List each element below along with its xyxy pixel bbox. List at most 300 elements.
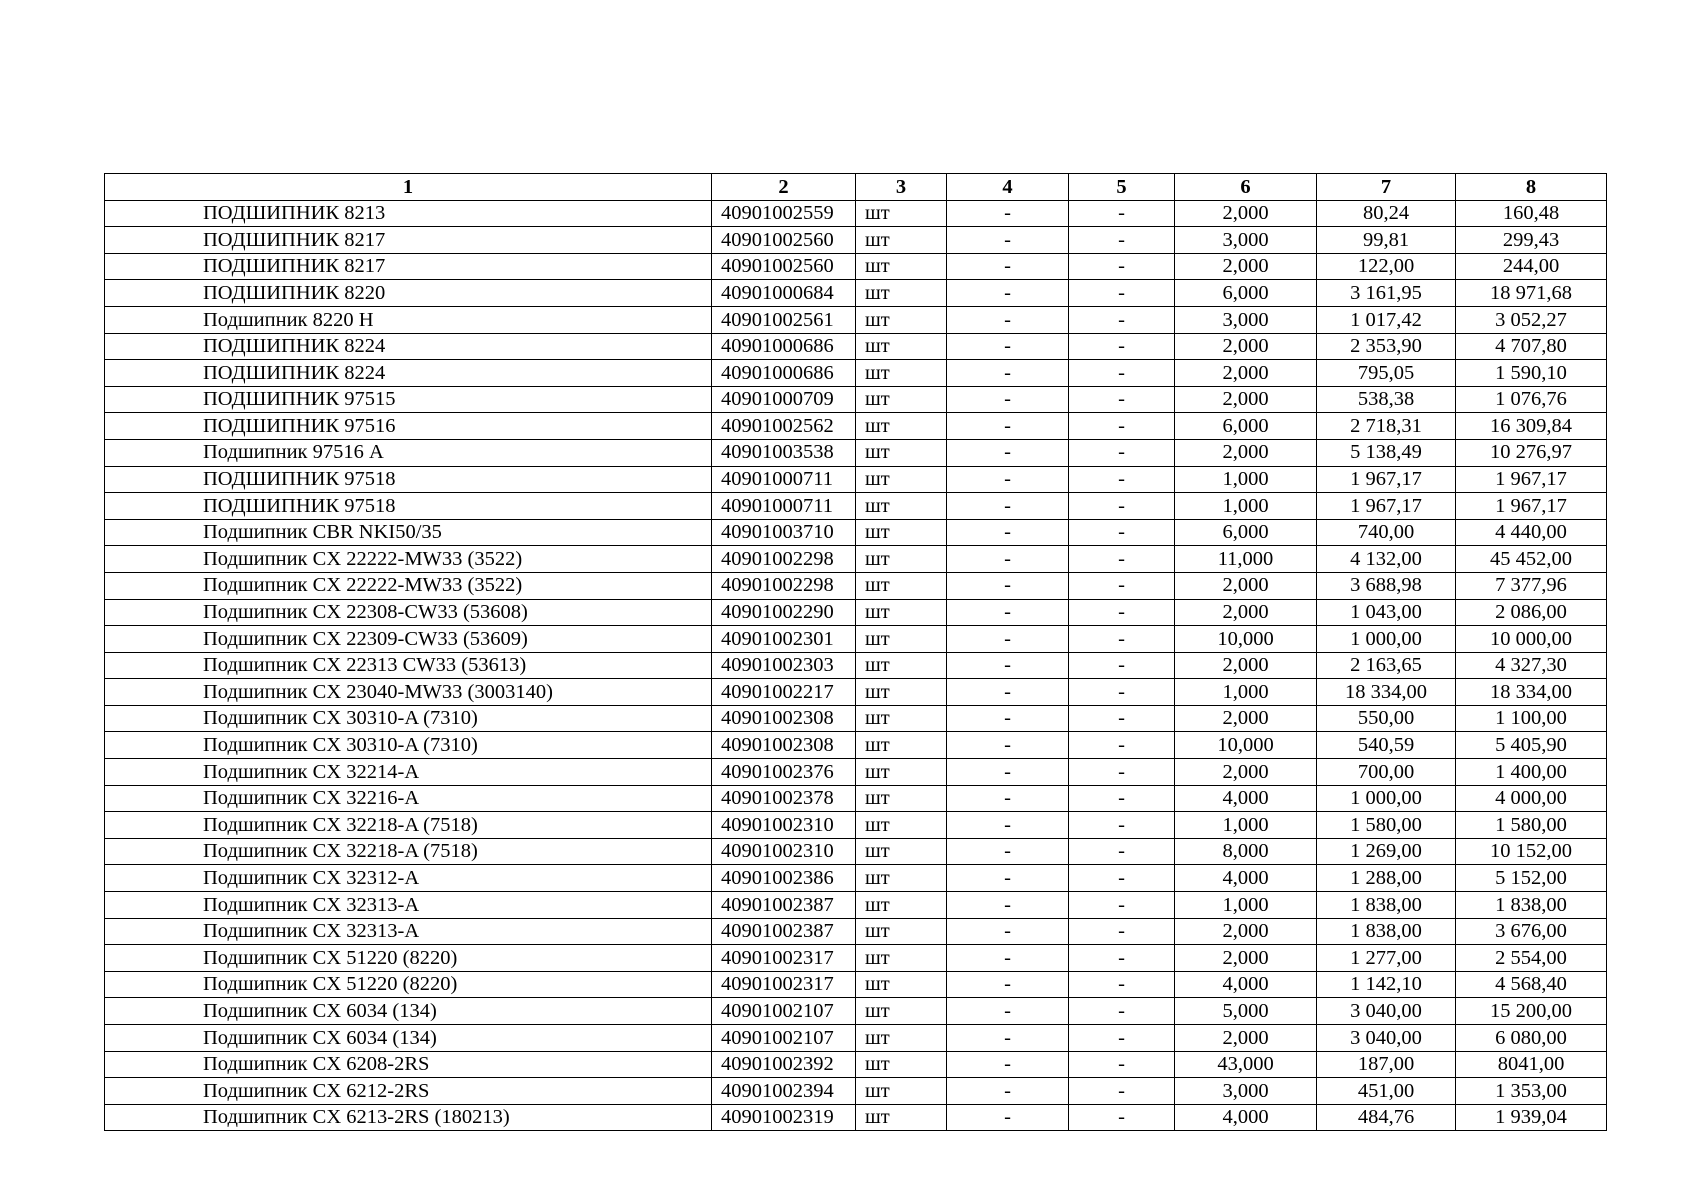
unit-cell: шт bbox=[856, 1051, 947, 1078]
quantity-cell: 4,000 bbox=[1175, 1104, 1317, 1131]
total-cell: 299,43 bbox=[1456, 227, 1607, 254]
item-code-cell: 40901002310 bbox=[712, 812, 856, 839]
total-cell: 1 400,00 bbox=[1456, 759, 1607, 786]
table-row bbox=[105, 785, 1607, 812]
item-name-cell: Подшипник CX 32214-A bbox=[105, 759, 712, 786]
quantity-cell: 11,000 bbox=[1175, 546, 1317, 573]
col4-cell: - bbox=[947, 705, 1069, 732]
col4-cell: - bbox=[947, 200, 1069, 227]
table-row bbox=[105, 572, 1607, 599]
total-cell: 6 080,00 bbox=[1456, 1025, 1607, 1052]
total-cell: 4 000,00 bbox=[1456, 785, 1607, 812]
quantity-cell: 4,000 bbox=[1175, 971, 1317, 998]
total-cell: 10 152,00 bbox=[1456, 838, 1607, 865]
unit-cell: шт bbox=[856, 333, 947, 360]
quantity-cell: 3,000 bbox=[1175, 1078, 1317, 1105]
header-col-6: 6 bbox=[1175, 174, 1317, 201]
price-cell: 740,00 bbox=[1317, 519, 1456, 546]
item-code-cell: 40901002303 bbox=[712, 652, 856, 679]
col4-cell: - bbox=[947, 333, 1069, 360]
unit-cell: шт bbox=[856, 732, 947, 759]
total-cell: 18 334,00 bbox=[1456, 679, 1607, 706]
col4-cell: - bbox=[947, 306, 1069, 333]
item-code-cell: 40901002217 bbox=[712, 679, 856, 706]
table-row bbox=[105, 360, 1607, 387]
item-code-cell: 40901002562 bbox=[712, 413, 856, 440]
price-cell: 1 277,00 bbox=[1317, 945, 1456, 972]
quantity-cell: 6,000 bbox=[1175, 413, 1317, 440]
total-cell: 1 590,10 bbox=[1456, 360, 1607, 387]
quantity-cell: 2,000 bbox=[1175, 652, 1317, 679]
table-row bbox=[105, 732, 1607, 759]
item-code-cell: 40901002298 bbox=[712, 572, 856, 599]
total-cell: 10 276,97 bbox=[1456, 439, 1607, 466]
quantity-cell: 1,000 bbox=[1175, 466, 1317, 493]
quantity-cell: 6,000 bbox=[1175, 280, 1317, 307]
unit-cell: шт bbox=[856, 1104, 947, 1131]
item-name-cell: Подшипник CX 30310-A (7310) bbox=[105, 732, 712, 759]
header-col-5: 5 bbox=[1069, 174, 1175, 201]
col4-cell: - bbox=[947, 493, 1069, 520]
col4-cell: - bbox=[947, 838, 1069, 865]
col5-cell: - bbox=[1069, 253, 1175, 280]
total-cell: 1 967,17 bbox=[1456, 466, 1607, 493]
item-code-cell: 40901000686 bbox=[712, 360, 856, 387]
item-code-cell: 40901000711 bbox=[712, 466, 856, 493]
quantity-cell: 6,000 bbox=[1175, 519, 1317, 546]
col4-cell: - bbox=[947, 280, 1069, 307]
header-col-3: 3 bbox=[856, 174, 947, 201]
price-cell: 451,00 bbox=[1317, 1078, 1456, 1105]
col5-cell: - bbox=[1069, 200, 1175, 227]
col5-cell: - bbox=[1069, 519, 1175, 546]
quantity-cell: 1,000 bbox=[1175, 812, 1317, 839]
unit-cell: шт bbox=[856, 413, 947, 440]
col5-cell: - bbox=[1069, 1104, 1175, 1131]
price-cell: 1 580,00 bbox=[1317, 812, 1456, 839]
table-row bbox=[105, 971, 1607, 998]
quantity-cell: 2,000 bbox=[1175, 360, 1317, 387]
item-name-cell: ПОДШИПНИК 8213 bbox=[105, 200, 712, 227]
table-row bbox=[105, 838, 1607, 865]
item-name-cell: Подшипник 8220 Н bbox=[105, 306, 712, 333]
unit-cell: шт bbox=[856, 865, 947, 892]
col5-cell: - bbox=[1069, 652, 1175, 679]
item-code-cell: 40901002378 bbox=[712, 785, 856, 812]
col4-cell: - bbox=[947, 413, 1069, 440]
col5-cell: - bbox=[1069, 705, 1175, 732]
item-code-cell: 40901002559 bbox=[712, 200, 856, 227]
col5-cell: - bbox=[1069, 1025, 1175, 1052]
item-name-cell: ПОДШИПНИК 97518 bbox=[105, 493, 712, 520]
item-name-cell: Подшипник CX 6034 (134) bbox=[105, 998, 712, 1025]
col5-cell: - bbox=[1069, 945, 1175, 972]
col5-cell: - bbox=[1069, 439, 1175, 466]
unit-cell: шт bbox=[856, 945, 947, 972]
col4-cell: - bbox=[947, 626, 1069, 653]
unit-cell: шт bbox=[856, 759, 947, 786]
unit-cell: шт bbox=[856, 439, 947, 466]
unit-cell: шт bbox=[856, 1025, 947, 1052]
total-cell: 3 052,27 bbox=[1456, 306, 1607, 333]
price-cell: 3 161,95 bbox=[1317, 280, 1456, 307]
total-cell: 16 309,84 bbox=[1456, 413, 1607, 440]
col4-cell: - bbox=[947, 785, 1069, 812]
price-cell: 1 838,00 bbox=[1317, 918, 1456, 945]
unit-cell: шт bbox=[856, 493, 947, 520]
col4-cell: - bbox=[947, 546, 1069, 573]
table-row bbox=[105, 865, 1607, 892]
unit-cell: шт bbox=[856, 360, 947, 387]
col4-cell: - bbox=[947, 732, 1069, 759]
item-name-cell: Подшипник CX 22308-CW33 (53608) bbox=[105, 599, 712, 626]
quantity-cell: 2,000 bbox=[1175, 918, 1317, 945]
price-cell: 1 142,10 bbox=[1317, 971, 1456, 998]
col4-cell: - bbox=[947, 918, 1069, 945]
quantity-cell: 2,000 bbox=[1175, 439, 1317, 466]
quantity-cell: 10,000 bbox=[1175, 732, 1317, 759]
item-name-cell: ПОДШИПНИК 8217 bbox=[105, 253, 712, 280]
col5-cell: - bbox=[1069, 679, 1175, 706]
col4-cell: - bbox=[947, 812, 1069, 839]
total-cell: 18 971,68 bbox=[1456, 280, 1607, 307]
price-cell: 1 043,00 bbox=[1317, 599, 1456, 626]
quantity-cell: 2,000 bbox=[1175, 599, 1317, 626]
table-row bbox=[105, 918, 1607, 945]
item-code-cell: 40901000684 bbox=[712, 280, 856, 307]
table-row bbox=[105, 1078, 1607, 1105]
col4-cell: - bbox=[947, 1104, 1069, 1131]
unit-cell: шт bbox=[856, 306, 947, 333]
item-code-cell: 40901003538 bbox=[712, 439, 856, 466]
item-code-cell: 40901002317 bbox=[712, 945, 856, 972]
total-cell: 244,00 bbox=[1456, 253, 1607, 280]
col5-cell: - bbox=[1069, 785, 1175, 812]
unit-cell: шт bbox=[856, 918, 947, 945]
col5-cell: - bbox=[1069, 971, 1175, 998]
item-code-cell: 40901002319 bbox=[712, 1104, 856, 1131]
item-code-cell: 40901002387 bbox=[712, 892, 856, 919]
item-code-cell: 40901000711 bbox=[712, 493, 856, 520]
price-cell: 1 838,00 bbox=[1317, 892, 1456, 919]
quantity-cell: 2,000 bbox=[1175, 572, 1317, 599]
col5-cell: - bbox=[1069, 838, 1175, 865]
col5-cell: - bbox=[1069, 493, 1175, 520]
price-cell: 3 688,98 bbox=[1317, 572, 1456, 599]
total-cell: 2 554,00 bbox=[1456, 945, 1607, 972]
col5-cell: - bbox=[1069, 865, 1175, 892]
price-cell: 700,00 bbox=[1317, 759, 1456, 786]
item-name-cell: Подшипник 97516 А bbox=[105, 439, 712, 466]
col5-cell: - bbox=[1069, 732, 1175, 759]
price-cell: 538,38 bbox=[1317, 386, 1456, 413]
col5-cell: - bbox=[1069, 360, 1175, 387]
item-name-cell: Подшипник CX 22309-CW33 (53609) bbox=[105, 626, 712, 653]
table-row bbox=[105, 705, 1607, 732]
unit-cell: шт bbox=[856, 892, 947, 919]
item-name-cell: Подшипник CX 51220 (8220) bbox=[105, 945, 712, 972]
total-cell: 1 100,00 bbox=[1456, 705, 1607, 732]
item-name-cell: Подшипник CX 30310-A (7310) bbox=[105, 705, 712, 732]
item-code-cell: 40901002387 bbox=[712, 918, 856, 945]
price-cell: 484,76 bbox=[1317, 1104, 1456, 1131]
total-cell: 4 707,80 bbox=[1456, 333, 1607, 360]
col4-cell: - bbox=[947, 227, 1069, 254]
unit-cell: шт bbox=[856, 705, 947, 732]
col4-cell: - bbox=[947, 439, 1069, 466]
quantity-cell: 8,000 bbox=[1175, 838, 1317, 865]
unit-cell: шт bbox=[856, 679, 947, 706]
col4-cell: - bbox=[947, 652, 1069, 679]
header-col-1: 1 bbox=[105, 174, 712, 201]
col5-cell: - bbox=[1069, 1051, 1175, 1078]
item-code-cell: 40901002560 bbox=[712, 253, 856, 280]
item-code-cell: 40901002317 bbox=[712, 971, 856, 998]
quantity-cell: 2,000 bbox=[1175, 386, 1317, 413]
quantity-cell: 3,000 bbox=[1175, 306, 1317, 333]
col4-cell: - bbox=[947, 971, 1069, 998]
item-name-cell: ПОДШИПНИК 97516 bbox=[105, 413, 712, 440]
item-name-cell: Подшипник CX 22222-MW33 (3522) bbox=[105, 546, 712, 573]
table-row bbox=[105, 759, 1607, 786]
item-code-cell: 40901000686 bbox=[712, 333, 856, 360]
table-row bbox=[105, 599, 1607, 626]
quantity-cell: 43,000 bbox=[1175, 1051, 1317, 1078]
item-name-cell: Подшипник CX 6208-2RS bbox=[105, 1051, 712, 1078]
total-cell: 7 377,96 bbox=[1456, 572, 1607, 599]
total-cell: 8041,00 bbox=[1456, 1051, 1607, 1078]
table-row bbox=[105, 519, 1607, 546]
item-code-cell: 40901000709 bbox=[712, 386, 856, 413]
total-cell: 1 838,00 bbox=[1456, 892, 1607, 919]
total-cell: 1 353,00 bbox=[1456, 1078, 1607, 1105]
quantity-cell: 2,000 bbox=[1175, 705, 1317, 732]
item-name-cell: ПОДШИПНИК 8224 bbox=[105, 360, 712, 387]
col5-cell: - bbox=[1069, 626, 1175, 653]
unit-cell: шт bbox=[856, 971, 947, 998]
col5-cell: - bbox=[1069, 892, 1175, 919]
unit-cell: шт bbox=[856, 466, 947, 493]
col4-cell: - bbox=[947, 360, 1069, 387]
col4-cell: - bbox=[947, 572, 1069, 599]
total-cell: 4 440,00 bbox=[1456, 519, 1607, 546]
total-cell: 4 568,40 bbox=[1456, 971, 1607, 998]
table-row bbox=[105, 945, 1607, 972]
table-row bbox=[105, 413, 1607, 440]
price-cell: 99,81 bbox=[1317, 227, 1456, 254]
unit-cell: шт bbox=[856, 838, 947, 865]
col5-cell: - bbox=[1069, 759, 1175, 786]
price-cell: 122,00 bbox=[1317, 253, 1456, 280]
price-cell: 3 040,00 bbox=[1317, 998, 1456, 1025]
quantity-cell: 2,000 bbox=[1175, 759, 1317, 786]
unit-cell: шт bbox=[856, 1078, 947, 1105]
table-row bbox=[105, 546, 1607, 573]
price-cell: 5 138,49 bbox=[1317, 439, 1456, 466]
quantity-cell: 2,000 bbox=[1175, 200, 1317, 227]
unit-cell: шт bbox=[856, 785, 947, 812]
item-code-cell: 40901002107 bbox=[712, 998, 856, 1025]
unit-cell: шт bbox=[856, 386, 947, 413]
quantity-cell: 1,000 bbox=[1175, 892, 1317, 919]
table-row bbox=[105, 1104, 1607, 1131]
price-cell: 2 718,31 bbox=[1317, 413, 1456, 440]
col5-cell: - bbox=[1069, 466, 1175, 493]
col4-cell: - bbox=[947, 599, 1069, 626]
price-cell: 1 967,17 bbox=[1317, 493, 1456, 520]
item-name-cell: ПОДШИПНИК 8220 bbox=[105, 280, 712, 307]
total-cell: 1 939,04 bbox=[1456, 1104, 1607, 1131]
unit-cell: шт bbox=[856, 200, 947, 227]
item-code-cell: 40901002386 bbox=[712, 865, 856, 892]
table-row bbox=[105, 998, 1607, 1025]
col4-cell: - bbox=[947, 759, 1069, 786]
unit-cell: шт bbox=[856, 599, 947, 626]
item-code-cell: 40901002301 bbox=[712, 626, 856, 653]
item-name-cell: Подшипник CX 22222-MW33 (3522) bbox=[105, 572, 712, 599]
table-row bbox=[105, 439, 1607, 466]
table-row bbox=[105, 1051, 1607, 1078]
item-name-cell: Подшипник CX 23040-MW33 (3003140) bbox=[105, 679, 712, 706]
col5-cell: - bbox=[1069, 227, 1175, 254]
col5-cell: - bbox=[1069, 280, 1175, 307]
col5-cell: - bbox=[1069, 546, 1175, 573]
table-row bbox=[105, 493, 1607, 520]
total-cell: 1 076,76 bbox=[1456, 386, 1607, 413]
item-name-cell: Подшипник CX 32218-A (7518) bbox=[105, 812, 712, 839]
total-cell: 45 452,00 bbox=[1456, 546, 1607, 573]
table-row bbox=[105, 466, 1607, 493]
total-cell: 4 327,30 bbox=[1456, 652, 1607, 679]
item-code-cell: 40901002394 bbox=[712, 1078, 856, 1105]
quantity-cell: 1,000 bbox=[1175, 493, 1317, 520]
price-cell: 18 334,00 bbox=[1317, 679, 1456, 706]
unit-cell: шт bbox=[856, 626, 947, 653]
total-cell: 5 152,00 bbox=[1456, 865, 1607, 892]
total-cell: 1 580,00 bbox=[1456, 812, 1607, 839]
item-code-cell: 40901002290 bbox=[712, 599, 856, 626]
unit-cell: шт bbox=[856, 227, 947, 254]
item-name-cell: Подшипник CX 6213-2RS (180213) bbox=[105, 1104, 712, 1131]
price-cell: 1 269,00 bbox=[1317, 838, 1456, 865]
price-cell: 550,00 bbox=[1317, 705, 1456, 732]
item-name-cell: Подшипник CX 6034 (134) bbox=[105, 1025, 712, 1052]
price-cell: 1 967,17 bbox=[1317, 466, 1456, 493]
price-cell: 2 353,90 bbox=[1317, 333, 1456, 360]
quantity-cell: 2,000 bbox=[1175, 253, 1317, 280]
item-name-cell: Подшипник CX 32312-A bbox=[105, 865, 712, 892]
header-col-8: 8 bbox=[1456, 174, 1607, 201]
col4-cell: - bbox=[947, 945, 1069, 972]
col4-cell: - bbox=[947, 1051, 1069, 1078]
item-code-cell: 40901002308 bbox=[712, 732, 856, 759]
item-code-cell: 40901003710 bbox=[712, 519, 856, 546]
col5-cell: - bbox=[1069, 333, 1175, 360]
col5-cell: - bbox=[1069, 998, 1175, 1025]
table-row bbox=[105, 253, 1607, 280]
unit-cell: шт bbox=[856, 280, 947, 307]
col5-cell: - bbox=[1069, 812, 1175, 839]
price-cell: 4 132,00 bbox=[1317, 546, 1456, 573]
item-code-cell: 40901002310 bbox=[712, 838, 856, 865]
item-name-cell: ПОДШИПНИК 97515 bbox=[105, 386, 712, 413]
price-cell: 1 000,00 bbox=[1317, 626, 1456, 653]
item-name-cell: Подшипник CX 22313 CW33 (53613) bbox=[105, 652, 712, 679]
quantity-cell: 2,000 bbox=[1175, 1025, 1317, 1052]
header-row bbox=[105, 174, 1607, 201]
col4-cell: - bbox=[947, 466, 1069, 493]
col4-cell: - bbox=[947, 253, 1069, 280]
item-name-cell: Подшипник CX 51220 (8220) bbox=[105, 971, 712, 998]
col5-cell: - bbox=[1069, 599, 1175, 626]
table-row bbox=[105, 679, 1607, 706]
total-cell: 160,48 bbox=[1456, 200, 1607, 227]
item-name-cell: Подшипник CX 32313-A bbox=[105, 892, 712, 919]
col4-cell: - bbox=[947, 998, 1069, 1025]
total-cell: 15 200,00 bbox=[1456, 998, 1607, 1025]
price-cell: 540,59 bbox=[1317, 732, 1456, 759]
price-cell: 3 040,00 bbox=[1317, 1025, 1456, 1052]
price-cell: 795,05 bbox=[1317, 360, 1456, 387]
table-row bbox=[105, 812, 1607, 839]
total-cell: 2 086,00 bbox=[1456, 599, 1607, 626]
table-row bbox=[105, 306, 1607, 333]
col5-cell: - bbox=[1069, 386, 1175, 413]
quantity-cell: 5,000 bbox=[1175, 998, 1317, 1025]
item-name-cell: ПОДШИПНИК 8224 bbox=[105, 333, 712, 360]
quantity-cell: 10,000 bbox=[1175, 626, 1317, 653]
price-cell: 80,24 bbox=[1317, 200, 1456, 227]
table-row bbox=[105, 280, 1607, 307]
quantity-cell: 3,000 bbox=[1175, 227, 1317, 254]
unit-cell: шт bbox=[856, 253, 947, 280]
item-code-cell: 40901002308 bbox=[712, 705, 856, 732]
header-col-4: 4 bbox=[947, 174, 1069, 201]
table-row bbox=[105, 227, 1607, 254]
col5-cell: - bbox=[1069, 572, 1175, 599]
quantity-cell: 4,000 bbox=[1175, 865, 1317, 892]
price-cell: 1 017,42 bbox=[1317, 306, 1456, 333]
item-name-cell: ПОДШИПНИК 8217 bbox=[105, 227, 712, 254]
col5-cell: - bbox=[1069, 306, 1175, 333]
item-code-cell: 40901002107 bbox=[712, 1025, 856, 1052]
col4-cell: - bbox=[947, 892, 1069, 919]
col4-cell: - bbox=[947, 1025, 1069, 1052]
unit-cell: шт bbox=[856, 546, 947, 573]
quantity-cell: 2,000 bbox=[1175, 945, 1317, 972]
col5-cell: - bbox=[1069, 918, 1175, 945]
quantity-cell: 1,000 bbox=[1175, 679, 1317, 706]
item-name-cell: Подшипник CX 32216-A bbox=[105, 785, 712, 812]
table-row bbox=[105, 652, 1607, 679]
item-name-cell: ПОДШИПНИК 97518 bbox=[105, 466, 712, 493]
unit-cell: шт bbox=[856, 519, 947, 546]
total-cell: 3 676,00 bbox=[1456, 918, 1607, 945]
quantity-cell: 2,000 bbox=[1175, 333, 1317, 360]
table-row bbox=[105, 200, 1607, 227]
header-col-2: 2 bbox=[712, 174, 856, 201]
col4-cell: - bbox=[947, 519, 1069, 546]
table-row bbox=[105, 386, 1607, 413]
item-code-cell: 40901002376 bbox=[712, 759, 856, 786]
total-cell: 10 000,00 bbox=[1456, 626, 1607, 653]
item-name-cell: Подшипник CX 32218-A (7518) bbox=[105, 838, 712, 865]
col5-cell: - bbox=[1069, 413, 1175, 440]
header-col-7: 7 bbox=[1317, 174, 1456, 201]
table-row bbox=[105, 333, 1607, 360]
unit-cell: шт bbox=[856, 812, 947, 839]
total-cell: 1 967,17 bbox=[1456, 493, 1607, 520]
